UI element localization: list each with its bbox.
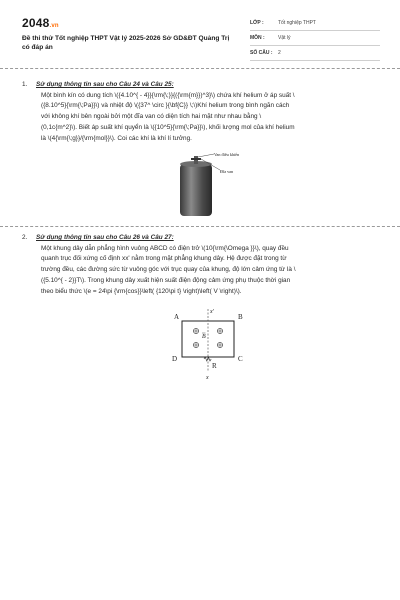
question-line: Một khung dây dẫn phẳng hình vuông ABCD có điện trở \(10{\rm{\Omega }}\), quay đều xyxy=(41,244,289,252)
valve-disc xyxy=(191,158,201,160)
question-line: với không khí bên ngoài bởi một đĩa van có diện tích hai mặt như nhau bằng \ xyxy=(41,113,262,121)
question-body xyxy=(41,91,382,145)
question-body xyxy=(41,244,382,298)
coil-frame-figure xyxy=(164,303,274,383)
meta-row-count xyxy=(250,46,380,61)
question-2 xyxy=(22,233,382,297)
meta-row-subject xyxy=(250,31,380,46)
label-leader xyxy=(198,154,214,157)
logo-main: 2048 xyxy=(22,16,50,30)
vertex-c-label: C xyxy=(238,355,243,363)
gas-canister-figure xyxy=(168,152,278,218)
valve-control-label: Van điều khiển xyxy=(214,152,240,157)
meta-label: LỚP : xyxy=(250,20,264,26)
question-heading: Sử dụng thông tin sau cho Câu 24 và Câu 25: xyxy=(36,81,174,88)
question-1 xyxy=(22,80,382,144)
question-line: ({5.10^{ - 2}}T\). Trong khung dây xuất hiện suất điện động cảm ứng phụ thuộc thời gian xyxy=(41,276,291,284)
axis-top-label: x' xyxy=(210,309,214,315)
question-line: trường đều, các đường sức từ vuông góc với trục quay của khung, độ lớn cảm ứng từ là \ xyxy=(41,266,296,274)
meta-label: MÔN : xyxy=(250,35,265,41)
question-line: Một bình kín có dung tích \({4.10^{ - 4}}{\rm{\;}}{({\rm{m}})^3}\) chứa khí helium ở áp suất \ xyxy=(41,91,295,99)
site-logo[interactable] xyxy=(22,16,59,30)
header-divider xyxy=(0,68,400,69)
question-number: 1. xyxy=(22,81,28,88)
exam-meta xyxy=(250,16,380,61)
header xyxy=(0,0,400,62)
field-label: B xyxy=(202,334,206,340)
question-line: quanh trục đối xứng cố định xx' nằm trong mặt phẳng khung dây. Hệ được đặt trong từ xyxy=(41,255,287,263)
vertex-a-label: A xyxy=(174,313,180,321)
exam-title: Đề thi thử Tốt nghiệp THPT Vật lý 2025-2026 Sở GD&ĐT Quảng Trị có đáp án xyxy=(22,35,230,52)
axis-bottom-label: x xyxy=(206,375,209,381)
question-number: 2. xyxy=(22,234,28,241)
question-line: ({8.10^5}{\rm{\;Pa}}\) và nhiệt độ \({37^ \circ }{\bf{C}} \;\)Khí helium trong bình ngăn cách xyxy=(41,102,290,110)
question-line: (0,1c{m^2}\). Biết áp suất khí quyển là \({10^5}{\rm{\;Pa}}\), khối lượng mol của khí helium xyxy=(41,123,295,131)
vertex-d-label: D xyxy=(172,355,178,363)
logo-suffix: .vn xyxy=(49,23,59,29)
resistor-symbol xyxy=(204,357,211,361)
question-line: là \(4{\rm{\;g}}/{\rm{mol}}\). Coi các khí là khí lí tưởng. xyxy=(41,134,192,142)
meta-row-class xyxy=(250,16,380,31)
meta-label: SỐ CÂU : xyxy=(250,50,273,56)
meta-value: Tốt nghiệp THPT xyxy=(278,20,316,26)
resistor-label: R xyxy=(212,362,217,370)
canister-body xyxy=(180,164,212,216)
vertex-b-label: B xyxy=(238,313,243,321)
question-heading: Sử dụng thông tin sau cho Câu 26 và Câu 27: xyxy=(36,234,174,241)
meta-value: Vật lý xyxy=(278,35,291,41)
meta-value: 2 xyxy=(278,50,281,56)
question-line: theo biểu thức \(e = 24\pi {\rm{cos}}\left( {120\pi t} \right)\left( V \right)\). xyxy=(41,287,242,295)
valve-disc-label: Đĩa van xyxy=(220,169,234,174)
question-divider xyxy=(0,226,400,227)
